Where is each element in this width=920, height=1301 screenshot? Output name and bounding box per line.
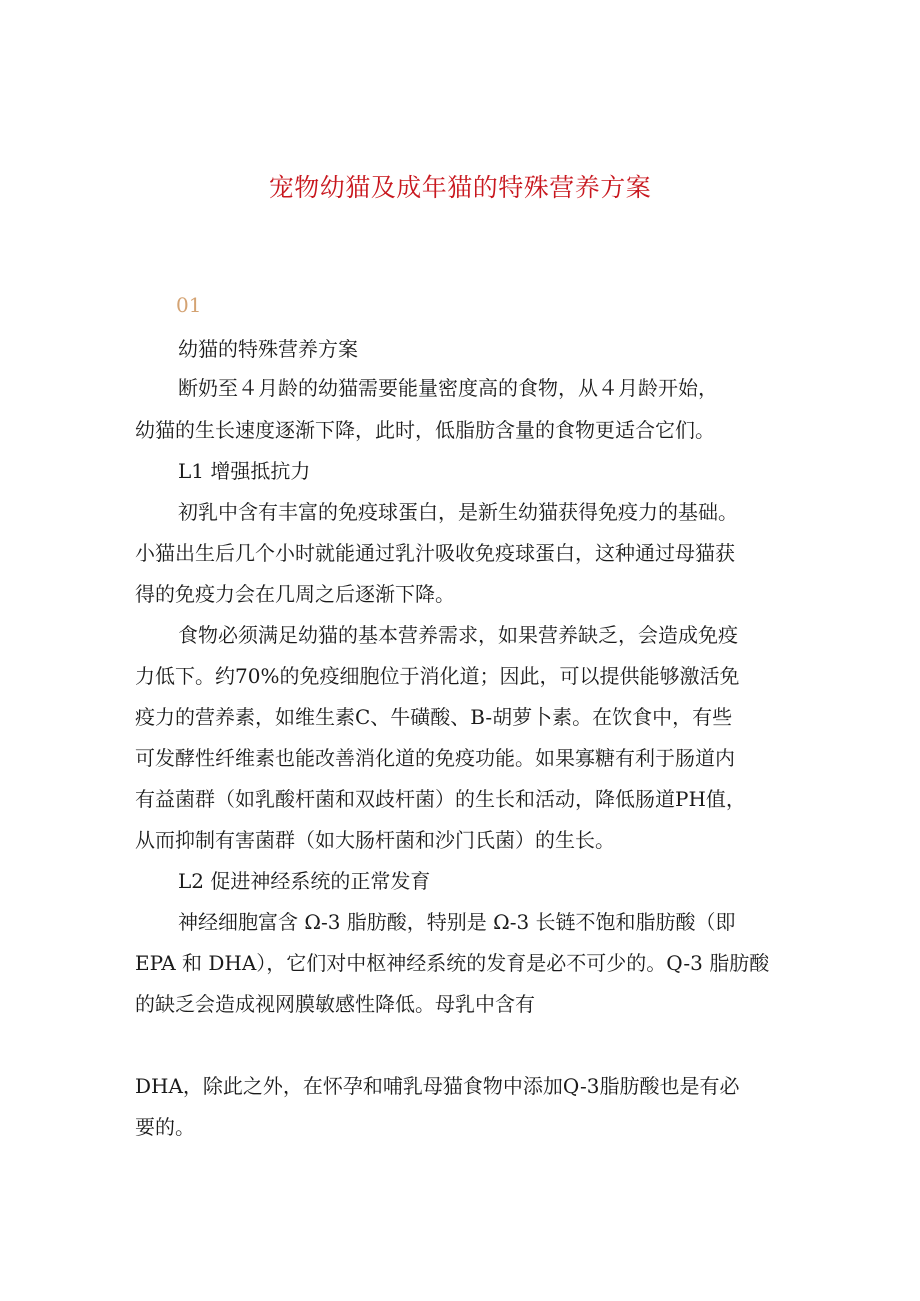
paragraph-line: 可发酵性纤维素也能改善消化道的免疫功能。如果寡糖有利于肠道内: [135, 746, 735, 770]
subheading-l1: L1 增强抵抗力: [178, 459, 311, 483]
paragraph-line: 从而抑制有害菌群（如大肠杆菌和沙门氏菌）的生长。: [135, 828, 615, 852]
paragraph-line: 有益菌群（如乳酸杆菌和双歧杆菌）的生长和活动，降低肠道PH值，: [135, 787, 746, 811]
document-title: 宠物幼猫及成年猫的特殊营养方案: [268, 173, 652, 202]
paragraph-line: 断奶至４月龄的幼猫需要能量密度高的食物，从４月龄开始，: [178, 376, 718, 400]
subheading-kitten-nutrition: 幼猫的特殊营养方案: [178, 337, 358, 361]
paragraph-line: 食物必须满足幼猫的基本营养需求，如果营养缺乏，会造成免疫: [178, 623, 738, 647]
paragraph-line: DHA，除此之外，在怀孕和哺乳母猫食物中添加Q-3脂肪酸也是有必: [135, 1074, 740, 1098]
section-number: 01: [176, 293, 202, 317]
paragraph-line: 力低下。约70%的免疫细胞位于消化道；因此，可以提供能够激活免: [135, 664, 740, 688]
paragraph-line: EPA 和 DHA），它们对中枢神经系统的发育是必不可少的。Q-3 脂肪酸: [135, 951, 770, 975]
paragraph-line: 初乳中含有丰富的免疫球蛋白，是新生幼猫获得免疫力的基础。: [178, 500, 738, 524]
paragraph-line: 的缺乏会造成视网膜敏感性降低。母乳中含有: [135, 992, 535, 1016]
paragraph-line: 要的。: [135, 1115, 195, 1139]
paragraph-line: 神经细胞富含 Ω-3 脂肪酸，特别是 Ω-3 长链不饱和脂肪酸（即: [178, 910, 736, 934]
paragraph-line: 疫力的营养素，如维生素C、牛磺酸、B-胡萝卜素。在饮食中，有些: [135, 705, 733, 729]
paragraph-line: 小猫出生后几个小时就能通过乳汁吸收免疫球蛋白，这种通过母猫获: [135, 541, 735, 565]
paragraph-line: 幼猫的生长速度逐渐下降，此时，低脂肪含量的食物更适合它们。: [135, 418, 715, 442]
subheading-l2: L2 促进神经系统的正常发育: [178, 869, 431, 893]
paragraph-line: 得的免疫力会在几周之后逐渐下降。: [135, 582, 455, 606]
